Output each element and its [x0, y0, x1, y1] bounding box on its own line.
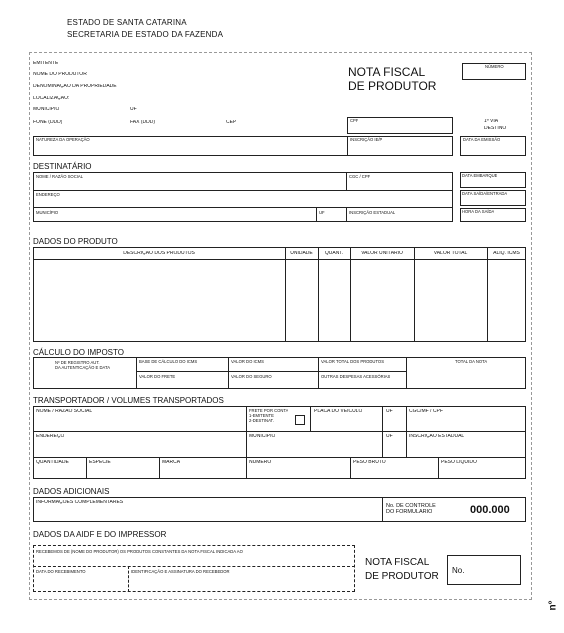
cpf-box [347, 117, 453, 134]
dest-endereco-label: ENDEREÇO [36, 192, 60, 197]
peso-liquido-label: PESO LÍQUIDO [441, 460, 477, 465]
transportador-box [33, 406, 526, 479]
base-calculo-label: BASE DE CÁLCULO DO ICMS [139, 359, 198, 364]
col-descricao: DESCRIÇÃO DOS PRODUTOS [123, 251, 195, 256]
canhoto-de-produtor: DE PRODUTOR [365, 571, 439, 582]
info-complementares-label: INFORMAÇÕES COMPLEMENTARES [36, 500, 124, 505]
destinatario-title: DESTINATÁRIO [33, 162, 92, 171]
imposto-box [33, 357, 526, 389]
col-unidade: UNIDADE [290, 251, 313, 256]
numero-vol-label: NÚMERO [249, 460, 272, 465]
secretaria-header: SECRETARIA DE ESTADO DA FAZENDA [67, 30, 224, 39]
state-header: ESTADO DE SANTA CATARINA [67, 18, 187, 27]
natureza-label: NATUREZA DA OPERAÇÃO [36, 137, 90, 142]
registro-label: Nº DE REGISTRO AUT. [55, 360, 100, 365]
total-nota-label: TOTAL DA NOTA [455, 359, 488, 364]
col-valor-unitario: VALOR UNITÁRIO [361, 251, 403, 256]
transp-nome-label: NOME / RAZÃO SOCIAL [36, 409, 93, 414]
nota-fiscal-title: NOTA FISCAL [348, 65, 426, 79]
autenticacao-label: DA AUTENTICAÇÃO E DATA [55, 365, 110, 370]
placa-label: PLACA DO VEÍCULO [314, 409, 363, 414]
uf-label: UF [130, 107, 137, 112]
transp-endereco-label: ENDEREÇO [36, 434, 65, 439]
frete-label: FRETE POR CONTA [249, 408, 289, 413]
cpf-label: CPF [350, 118, 359, 123]
frete-checkbox[interactable] [295, 415, 305, 425]
transp-uf2-label: UF [386, 434, 393, 439]
dest-inscricao-label: INSCRIÇÃO ESTADUAL [349, 210, 396, 215]
canhoto-nota-fiscal: NOTA FISCAL [365, 557, 430, 568]
marca-label: MARCA [162, 460, 181, 465]
controle-numero: 000.000 [470, 504, 510, 516]
valor-produtos-label: VALOR TOTAL DOS PRODUTOS [321, 359, 384, 364]
valor-frete-label: VALOR DO FRETE [139, 374, 176, 379]
transp-cgc-label: CGC/MF / CPF [409, 409, 443, 414]
controle-label-1: No. DE CONTROLE [386, 503, 436, 509]
propriedade-label: DENOMINAÇÃO DA PROPRIEDADE [33, 84, 117, 89]
valor-icms-label: VALOR DO ICMS [231, 359, 264, 364]
data-saida-label: DATA SAÍDA/ENTRADA [462, 191, 508, 196]
controle-label-2: DO FORMULÁRIO [386, 509, 433, 515]
via-label: 1ª VIA [484, 119, 499, 124]
peso-bruto-label: PESO BRUTO [353, 460, 386, 465]
data-emissao-label: DATA DA EMISSÃO [463, 137, 501, 142]
col-quant: QUANT. [324, 251, 344, 256]
valor-seguro-label: VALOR DO SEGURO [231, 374, 272, 379]
fone-label: FONE (DDD) [33, 120, 63, 125]
dest-uf-label: UF [319, 210, 325, 215]
side-mark: n° [547, 600, 559, 611]
nome-produtor-label: NOME DO PRODUTOR [33, 72, 87, 77]
fax-label: FAX (DDD) [130, 120, 155, 125]
col-aliq-icms: ALÍQ. ICMS [493, 251, 520, 256]
identificacao-label: IDENTIFICAÇÃO E ASSINATURA DO RECEBEDOR [131, 569, 230, 574]
transp-uf-label: UF [386, 409, 393, 414]
dest-cgc-label: CGC / CPF [349, 174, 371, 179]
produto-title: DADOS DO PRODUTO [33, 237, 118, 246]
data-embarque-label: DATA EMBARQUE [462, 173, 498, 178]
adicionais-title: DADOS ADICIONAIS [33, 487, 110, 496]
frete-destinat-label: 2-DESTINAT. [249, 418, 274, 423]
emitente-label: EMITENTE [33, 61, 59, 66]
transp-inscricao-label: INSCRIÇÃO ESTADUAL [409, 434, 465, 439]
imposto-title: CÁLCULO DO IMPOSTO [33, 348, 124, 357]
data-recebimento-label: DATA DO RECEBIMENTO [36, 569, 86, 574]
de-produtor-title: DE PRODUTOR [348, 79, 437, 93]
quantidade-label: QUANTIDADE [36, 460, 69, 465]
outras-despesas-label: OUTRAS DESPESAS ACESSÓRIAS [321, 374, 391, 379]
dest-nome-label: NOME / RAZÃO SOCIAL [36, 174, 84, 179]
especie-label: ESPÉCIE [89, 460, 111, 465]
frete-emitente-label: 1-EMITENTE [249, 413, 274, 418]
transp-municipio-label: MUNICÍPIO [249, 434, 276, 439]
col-valor-total: VALOR TOTAL [433, 251, 468, 256]
canhoto-no-label: No. [452, 566, 465, 575]
municipio-label: MUNICÍPIO [33, 107, 60, 112]
inscricao-label: INSCRIÇÃO IE/P [350, 137, 383, 142]
dest-municipio-label: MUNICÍPIO [36, 210, 59, 215]
recebemos-text: RECEBEMOS DE (NOME DO PRODUTOR) OS PRODUTOS CONSTANTES DA NOTA FISCAL INDICADA AO [36, 549, 243, 554]
via-destino-label: DESTINO [484, 126, 507, 131]
produto-table [33, 247, 526, 342]
hora-saida-label: HORA DA SAÍDA [462, 209, 495, 214]
localizacao-label: LOCALIZAÇÃO: [33, 96, 70, 101]
numero-label: NÚMERO [485, 64, 504, 69]
transportador-title: TRANSPORTADOR / VOLUMES TRANSPORTADOS [33, 396, 224, 405]
cep-label: CEP [226, 120, 237, 125]
aidf-title: DADOS DA AIDF E DO IMPRESSOR [33, 530, 167, 539]
